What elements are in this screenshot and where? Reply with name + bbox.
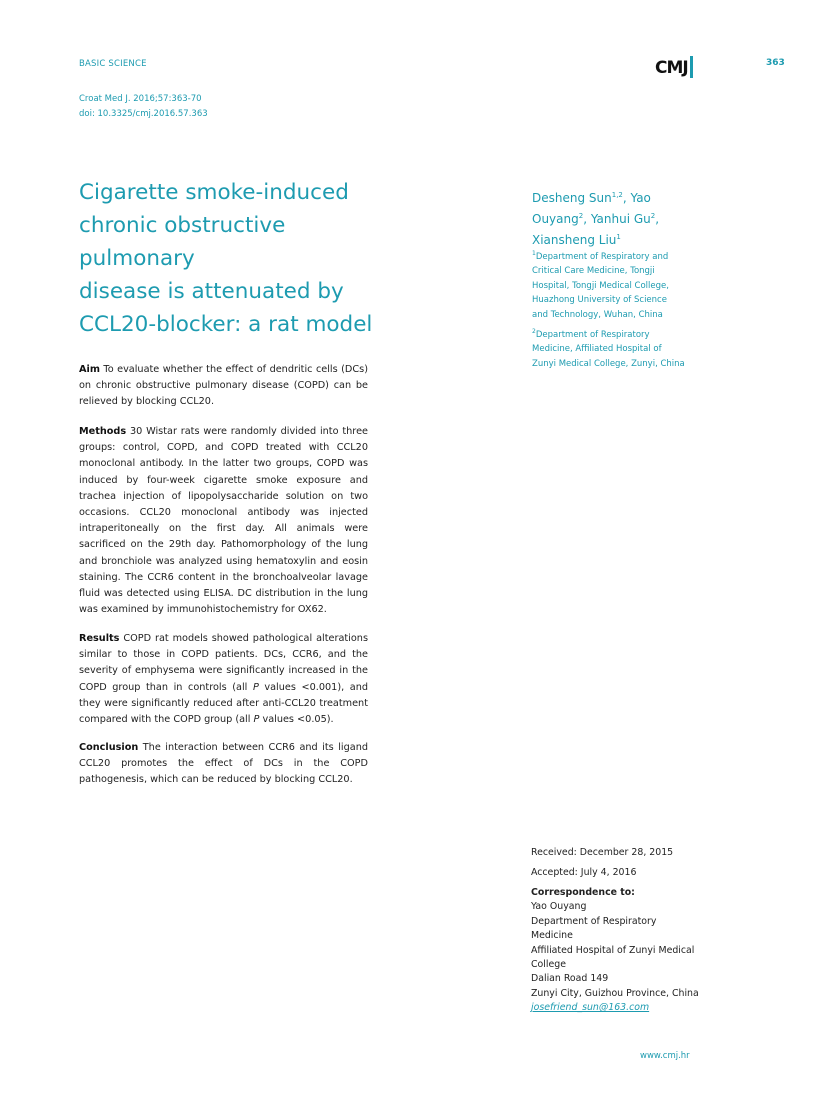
methods-text: 30 Wistar rats were randomly divided into three groups: control, COPD, and COPD treated with CCL20 monoclonal antibody. In the latter two groups, COPD was induced by four-week cigarette smoke exposure and trachea injection of lipopolysaccharide solution on two occasions. CCL20 monoclonal antibody was injected intraperitoneally on the first day. All animals were sacrificed on the 29th day. Pathomorphology of the lung and bronchiole was analyzed using hematoxylin and eosin staining. The CCR6 content in the bronchoalveolar lavage fluid was detected using ELISA. DC distribution in the lung was examined by immunohistochemistry for OX62. — [79, 426, 368, 616]
correspondence-label: Correspondence to: — [531, 887, 635, 898]
received-date: Received: December 28, 2015 — [531, 847, 674, 858]
abstract-methods — [79, 424, 368, 618]
accepted-date: Accepted: July 4, 2016 — [531, 867, 637, 878]
affil-line: Huazhong University of Science — [532, 295, 667, 306]
abstract-conclusion — [79, 740, 368, 789]
title-line: chronic obstructive pulmonary — [79, 213, 286, 271]
correspondence-email-link[interactable]: josefriend_sun@163.com — [531, 1002, 650, 1014]
page-number: 363 — [766, 58, 785, 68]
correspondence-line: Department of Respiratory — [531, 915, 657, 927]
logo-bar-icon — [690, 56, 693, 78]
title-line: CCL20-blocker: a rat model — [79, 312, 373, 337]
results-text: COPD rat models showed pathological alterations similar to those in COPD patients. DCs, CCR6, and the severity of emphysema were significantly increased in the COPD group than in controls (all — [79, 633, 368, 693]
author-affil-mark: 1,2 — [611, 191, 623, 199]
section-label: BASIC SCIENCE — [79, 59, 147, 69]
article-title — [79, 176, 379, 341]
results-text: values <0.001), and they were significantly reduced after anti-CCL20 treatment compared with the COPD group (all — [79, 681, 368, 726]
author-name: Xiansheng Liu — [532, 233, 617, 247]
correspondence-line: Affiliated Hospital of Zunyi Medical — [531, 944, 695, 956]
p-symbol: P — [253, 714, 260, 726]
correspondence-line: Zunyi City, Guizhou Province, China — [531, 987, 699, 999]
doi-link[interactable]: doi: 10.3325/cmj.2016.57.363 — [79, 109, 208, 119]
author-name: Ouyang — [532, 212, 579, 226]
affil-line: Medicine, Affiliated Hospital of — [532, 344, 662, 355]
footer-url-link[interactable]: www.cmj.hr — [640, 1051, 690, 1061]
conclusion-text: The interaction between CCR6 and its ligand CCL20 promotes the effect of DCs in the COPD pathogenesis, which can be reduced by blocking CCL20. — [79, 742, 368, 786]
journal-logo — [655, 56, 693, 78]
author-name: Desheng Sun — [532, 191, 612, 205]
correspondence-line: Dalian Road 149 — [531, 973, 609, 985]
aim-text: To evaluate whether the effect of dendritic cells (DCs) on chronic obstructive pulmonary disease (COPD) can be relieved by blocking CCL20. — [79, 364, 368, 408]
affil-line: and Technology, Wuhan, China — [532, 309, 663, 320]
author-affil-mark: 2 — [578, 212, 584, 220]
correspondence-block — [531, 886, 706, 1016]
author-affil-mark: 1 — [616, 233, 621, 241]
aim-label: Aim — [79, 364, 100, 375]
correspondence-line: Medicine — [531, 930, 573, 942]
results-text: values <0.05). — [262, 714, 334, 726]
citation-block — [79, 92, 208, 122]
author-name: Yanhui Gu — [590, 212, 651, 226]
affil-line: Zunyi Medical College, Zunyi, China — [532, 358, 685, 369]
affil-line: Critical Care Medicine, Tongji — [532, 266, 655, 277]
author-list: Desheng Sun$^{1,2}$, Yao Ouyang$^2$, Yanhui Gu$^2$, Xiansheng Liu$^1$ — [532, 191, 660, 247]
affil-line: Department of Respiratory and — [535, 251, 669, 262]
logo-text: CMJ — [655, 58, 688, 78]
methods-label: Methods — [79, 426, 127, 437]
affil-line: Hospital, Tongji Medical College, — [532, 280, 669, 291]
conclusion-label: Conclusion — [79, 742, 139, 753]
affiliation-2 — [532, 325, 697, 371]
affil-line: Department of Respiratory — [535, 329, 650, 340]
affiliation-1 — [532, 247, 697, 322]
affil-mark: 1 — [532, 250, 536, 257]
correspondence-line: College — [531, 959, 566, 971]
title-line: Cigarette smoke-induced — [79, 180, 349, 205]
journal-citation: Croat Med J. 2016;57:363-70 — [79, 94, 202, 104]
abstract-aim — [79, 362, 368, 411]
author-affil-mark: 2 — [650, 212, 656, 220]
title-line: disease is attenuated by — [79, 279, 344, 304]
correspondence-line: Yao Ouyang — [531, 901, 587, 913]
author-name: Yao — [630, 191, 651, 205]
results-label: Results — [79, 633, 120, 644]
p-symbol: P — [252, 681, 259, 693]
affil-mark: 2 — [532, 328, 536, 335]
abstract-results — [79, 631, 368, 728]
